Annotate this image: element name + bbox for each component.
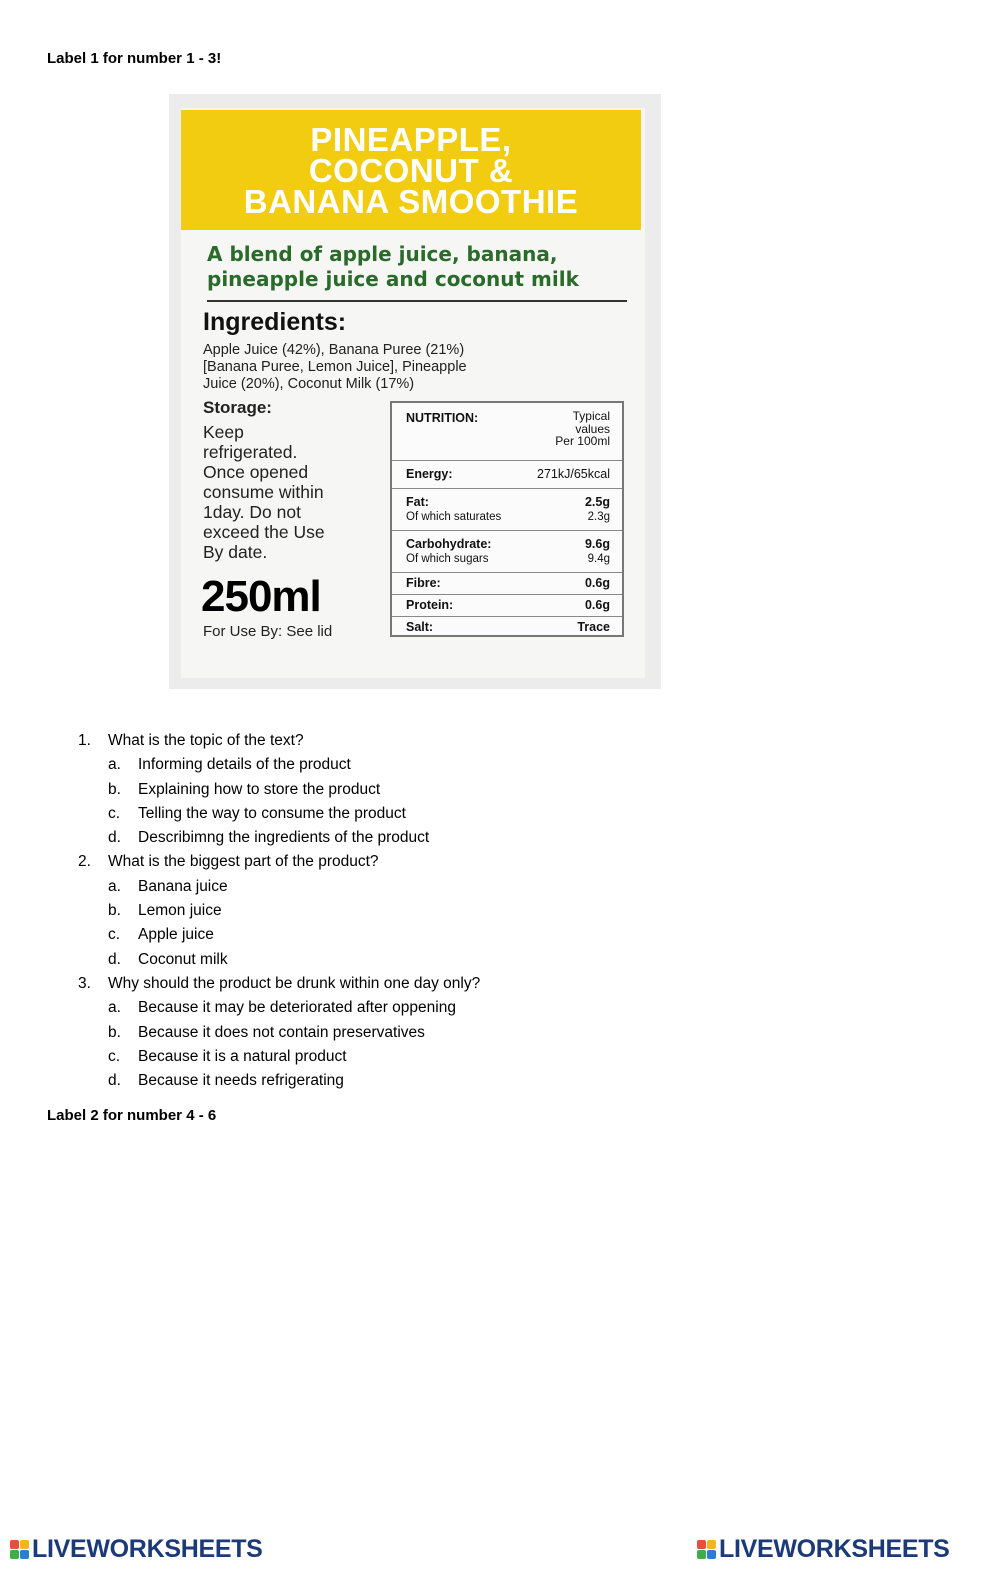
option-letter: d. <box>108 950 121 968</box>
product-title-banner <box>181 110 641 230</box>
answer-option[interactable] <box>78 948 958 972</box>
logo-square <box>697 1550 706 1559</box>
liveworksheets-logo[interactable] <box>10 1534 263 1564</box>
storage-line: consume within <box>203 482 324 502</box>
option-text: Because it may be deteriorated after oppening <box>138 999 456 1017</box>
fibre-value: 0.6g <box>584 576 610 590</box>
answer-option[interactable] <box>78 996 958 1020</box>
question <box>78 972 958 996</box>
divider <box>207 300 627 302</box>
energy-label: Energy: <box>406 467 453 481</box>
answer-option[interactable] <box>78 826 958 850</box>
question <box>78 850 958 874</box>
question-number: 3. <box>78 974 91 992</box>
nutrition-energy-row <box>392 461 622 489</box>
option-text: Apple juice <box>138 926 214 944</box>
option-text: Because it needs refrigerating <box>138 1072 344 1090</box>
question-number: 1. <box>78 732 91 749</box>
question <box>78 729 958 753</box>
product-title-line: BANANA SMOOTHIE <box>243 182 579 220</box>
product-subtitle <box>207 242 637 292</box>
option-letter: b. <box>108 1023 121 1041</box>
option-text: Describimng the ingredients of the product <box>138 829 430 847</box>
carbohydrate-label: Carbohydrate: <box>406 537 492 551</box>
nutrition-salt-row <box>392 617 622 637</box>
fibre-label: Fibre: <box>406 576 441 590</box>
storage-line: exceed the Use <box>203 522 325 542</box>
question-text: What is the topic of the text? <box>108 732 304 749</box>
answer-option[interactable] <box>78 802 958 826</box>
storage-title: Storage: <box>203 398 272 417</box>
product-volume: 250ml <box>201 572 321 621</box>
storage-line: By date. <box>203 542 268 562</box>
subtitle-line: pineapple juice and coconut milk <box>207 267 579 291</box>
logo-square <box>707 1550 716 1559</box>
typical-line: Per 100ml <box>555 434 610 448</box>
sugars-value: 9.4g <box>587 553 610 565</box>
nutrition-carbohydrate-row <box>392 531 622 573</box>
option-text: Banana juice <box>138 877 228 895</box>
option-text: Because it is a natural product <box>138 1047 347 1065</box>
energy-value: 271kJ/65kcal <box>537 467 610 481</box>
nutrition-fat-row <box>392 489 622 531</box>
option-text: Coconut milk <box>138 950 228 968</box>
option-letter: c. <box>108 926 121 944</box>
option-letter: a. <box>108 877 121 895</box>
answer-option[interactable] <box>78 923 958 947</box>
typical-line: values <box>575 421 610 436</box>
storage-text <box>203 422 383 562</box>
sugars-label: Of which sugars <box>406 553 489 565</box>
nutrition-protein-row <box>392 595 622 617</box>
protein-value: 0.6g <box>584 598 610 612</box>
option-letter: c. <box>108 1047 121 1065</box>
option-letter: b. <box>108 780 121 798</box>
subtitle-line: A blend of apple juice, banana, <box>207 242 558 266</box>
nutrition-header: NUTRITION: <box>406 411 479 425</box>
label-1-heading: Label 1 for number 1 - 3! <box>47 50 222 67</box>
product-title-line: PINEAPPLE, <box>310 120 512 158</box>
storage-line: refrigerated. <box>203 442 298 462</box>
option-letter: d. <box>108 1072 121 1090</box>
logo-text: LIVEWORKSHEETS <box>32 1534 263 1563</box>
option-letter: a. <box>108 756 121 774</box>
logo-square <box>707 1540 716 1549</box>
option-text: Informing details of the product <box>138 756 351 774</box>
option-letter: b. <box>108 902 121 920</box>
liveworksheets-logo[interactable] <box>697 1534 950 1564</box>
product-label-inner <box>181 108 645 678</box>
liveworksheets-icon <box>10 1540 29 1559</box>
saturates-label: Of which saturates <box>406 511 502 523</box>
logo-square <box>10 1550 19 1559</box>
use-by-note: For Use By: See lid <box>203 623 333 640</box>
nutrition-fibre-row <box>392 573 622 595</box>
typical-values <box>555 410 610 448</box>
ingredients-title: Ingredients: <box>203 308 347 336</box>
salt-label: Salt: <box>406 620 434 634</box>
question-list <box>78 729 958 1093</box>
logo-square <box>20 1540 29 1549</box>
protein-label: Protein: <box>406 598 454 612</box>
answer-option[interactable] <box>78 753 958 777</box>
option-letter: d. <box>108 829 121 847</box>
product-label-image <box>169 94 661 689</box>
option-text: Lemon juice <box>138 902 222 920</box>
answer-option[interactable] <box>78 875 958 899</box>
option-text: Because it does not contain preservatives <box>138 1023 425 1041</box>
answer-option[interactable] <box>78 1045 958 1069</box>
logo-square <box>20 1550 29 1559</box>
answer-option[interactable] <box>78 1069 958 1093</box>
question-text: Why should the product be drunk within one day only? <box>108 974 481 992</box>
liveworksheets-icon <box>697 1540 716 1559</box>
ingredients-text <box>203 342 623 393</box>
answer-option[interactable] <box>78 899 958 923</box>
nutrition-table <box>390 401 624 637</box>
question-number: 2. <box>78 853 91 871</box>
ingredients-line: Apple Juice (42%), Banana Puree (21%) <box>203 342 465 358</box>
ingredients-line: Juice (20%), Coconut Milk (17%) <box>203 376 415 392</box>
logo-square <box>10 1540 19 1549</box>
answer-option[interactable] <box>78 1021 958 1045</box>
carbohydrate-value: 9.6g <box>584 537 610 551</box>
ingredients-line: [Banana Puree, Lemon Juice], Pineapple <box>203 359 467 375</box>
storage-line: Once opened <box>203 462 309 482</box>
product-title-line: COCONUT & <box>308 151 514 189</box>
logo-square <box>697 1540 706 1549</box>
saturates-value: 2.3g <box>587 511 610 523</box>
question-text: What is the biggest part of the product? <box>108 853 379 871</box>
option-letter: a. <box>108 999 121 1017</box>
option-letter: c. <box>108 804 121 822</box>
label-2-heading: Label 2 for number 4 - 6 <box>47 1107 217 1124</box>
option-text: Explaining how to store the product <box>138 780 381 798</box>
salt-value: Trace <box>577 620 610 634</box>
storage-line: 1day. Do not <box>203 502 301 522</box>
storage-line: Keep <box>203 422 244 442</box>
fat-label: Fat: <box>406 495 429 509</box>
fat-value: 2.5g <box>584 495 610 509</box>
nutrition-header-row <box>392 403 622 461</box>
typical-line: Typical <box>572 409 610 423</box>
answer-option[interactable] <box>78 778 958 802</box>
logo-text: LIVEWORKSHEETS <box>719 1534 950 1563</box>
option-text: Telling the way to consume the product <box>138 804 406 822</box>
